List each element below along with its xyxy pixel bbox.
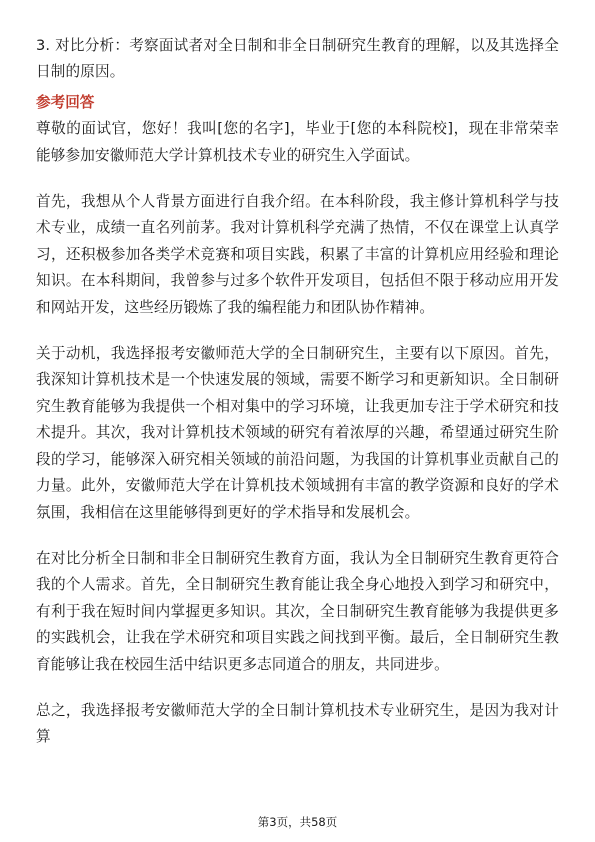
question-text: 3. 对比分析：考察面试者对全日制和非全日制研究生教育的理解，以及其选择全日制的原因。: [36, 37, 559, 81]
paragraph-spacer: [36, 678, 559, 698]
paragraph-motivation: 关于动机，我选择报考安徽师范大学的全日制研究生，主要有以下原因。首先，我深知计算机技术是一个快速发展的领域，需要不断学习和更新知识。全日制研究生教育能够为我提供一个相对集中的学习环境，让我更加专注于学术研究和技术提升。其次，我对计算机技术领域的研究有着浓厚的兴趣，希望通过研究生阶段的学习，能够深入研究相关领域的前沿问题，为我国的计算机事业贡献自己的力量。此外，安徽师范大学在计算机技术领域拥有丰富的教学资源和良好的学术氛围，我相信在这里能够得到更好的学术指导和发展机会。: [36, 345, 559, 521]
paragraph-greeting: 尊敬的面试官，您好！我叫[您的名字]，毕业于[您的本科院校]，现在非常荣幸能够参加安徽师范大学计算机技术专业的研究生入学面试。: [36, 120, 559, 164]
answer-heading: 参考回答: [36, 93, 95, 111]
page-number-footer: 第3页，共58页: [257, 815, 338, 829]
paragraph-spacer: [36, 169, 559, 189]
paragraph-background: 首先，我想从个人背景方面进行自我介绍。在本科阶段，我主修计算机科学与技术专业，成绩一直名列前茅。我对计算机科学充满了热情，不仅在课堂上认真学习，还积极参加各类学术竞赛和项目实践，积累了丰富的计算机应用经验和理论知识。在本科期间，我曾参与过多个软件开发项目，包括但不限于移动应用开发和网站开发，这些经历锻炼了我的编程能力和团队协作精神。: [36, 193, 559, 316]
paragraph-conclusion: 总之，我选择报考安徽师范大学的全日制计算机技术专业研究生，是因为我对计算: [36, 701, 559, 746]
page-content: [36, 33, 559, 751]
paragraph-spacer: [36, 321, 559, 341]
paragraph-comparison: 在对比分析全日制和非全日制研究生教育方面，我认为全日制研究生教育更符合我的个人需求。首先，全日制研究生教育能让我全身心地投入到学习和研究中，有利于我在短时间内掌握更多知识。其次，全日制研究生教育能够为我提供更多的实践机会，让我在学术研究和项目实践之间找到平衡。最后，全日制研究生教育能够让我在校园生活中结识更多志同道合的朋友，共同进步。: [36, 549, 559, 673]
paragraph-spacer: [36, 526, 559, 546]
